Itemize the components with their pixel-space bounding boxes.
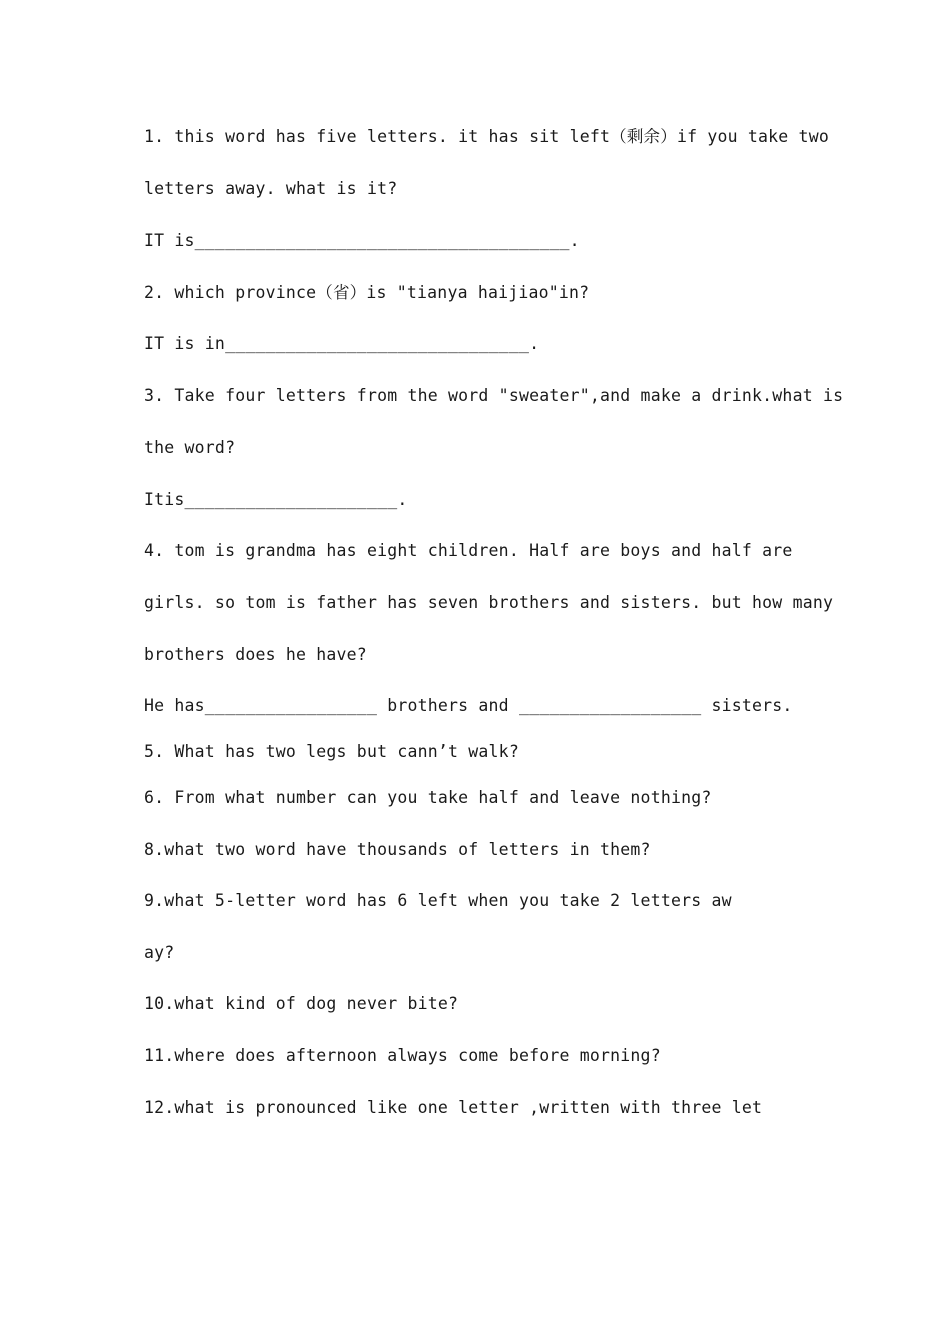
question-2-answer-line: IT is in______________________________.: [144, 334, 540, 353]
question-1-line-2: letters away. what is it?: [144, 179, 398, 198]
question-8-line-1: 8.what two word have thousands of letters in them?: [144, 840, 651, 859]
question-9-line-1: 9.what 5-letter word has 6 left when you take 2 letters aw: [144, 891, 732, 910]
question-4-line-3: brothers does he have?: [144, 645, 367, 664]
question-10-line-1: 10.what kind of dog never bite?: [144, 994, 459, 1013]
question-4-line-1: 4. tom is grandma has eight children. Half are boys and half are: [144, 541, 793, 560]
question-11-line-1: 11.where does afternoon always come before morning?: [144, 1046, 661, 1065]
question-6-line-1: 6. From what number can you take half and leave nothing?: [144, 788, 712, 807]
question-1-answer-line: IT is_____________________________________.: [144, 231, 580, 250]
question-4-answer-line: He has_________________ brothers and __________________ sisters.: [144, 696, 793, 715]
question-5-line-1: 5. What has two legs but cann’t walk?: [144, 742, 519, 761]
question-2-line-1: 2. which province（省）is "tianya haijiao"in?: [144, 283, 590, 302]
question-1-line-1: 1. this word has five letters. it has sit left（剩余）if you take two: [144, 127, 829, 146]
question-3-answer-line: Itis_____________________.: [144, 490, 408, 509]
question-3-line-2: the word?: [144, 438, 236, 457]
question-3-line-1: 3. Take four letters from the word "sweater",and make a drink.what is: [144, 386, 844, 405]
question-12-line-1: 12.what is pronounced like one letter ,written with three let: [144, 1098, 763, 1117]
question-4-line-2: girls. so tom is father has seven brothers and sisters. but how many: [144, 593, 834, 612]
question-9-line-2: ay?: [144, 943, 175, 962]
